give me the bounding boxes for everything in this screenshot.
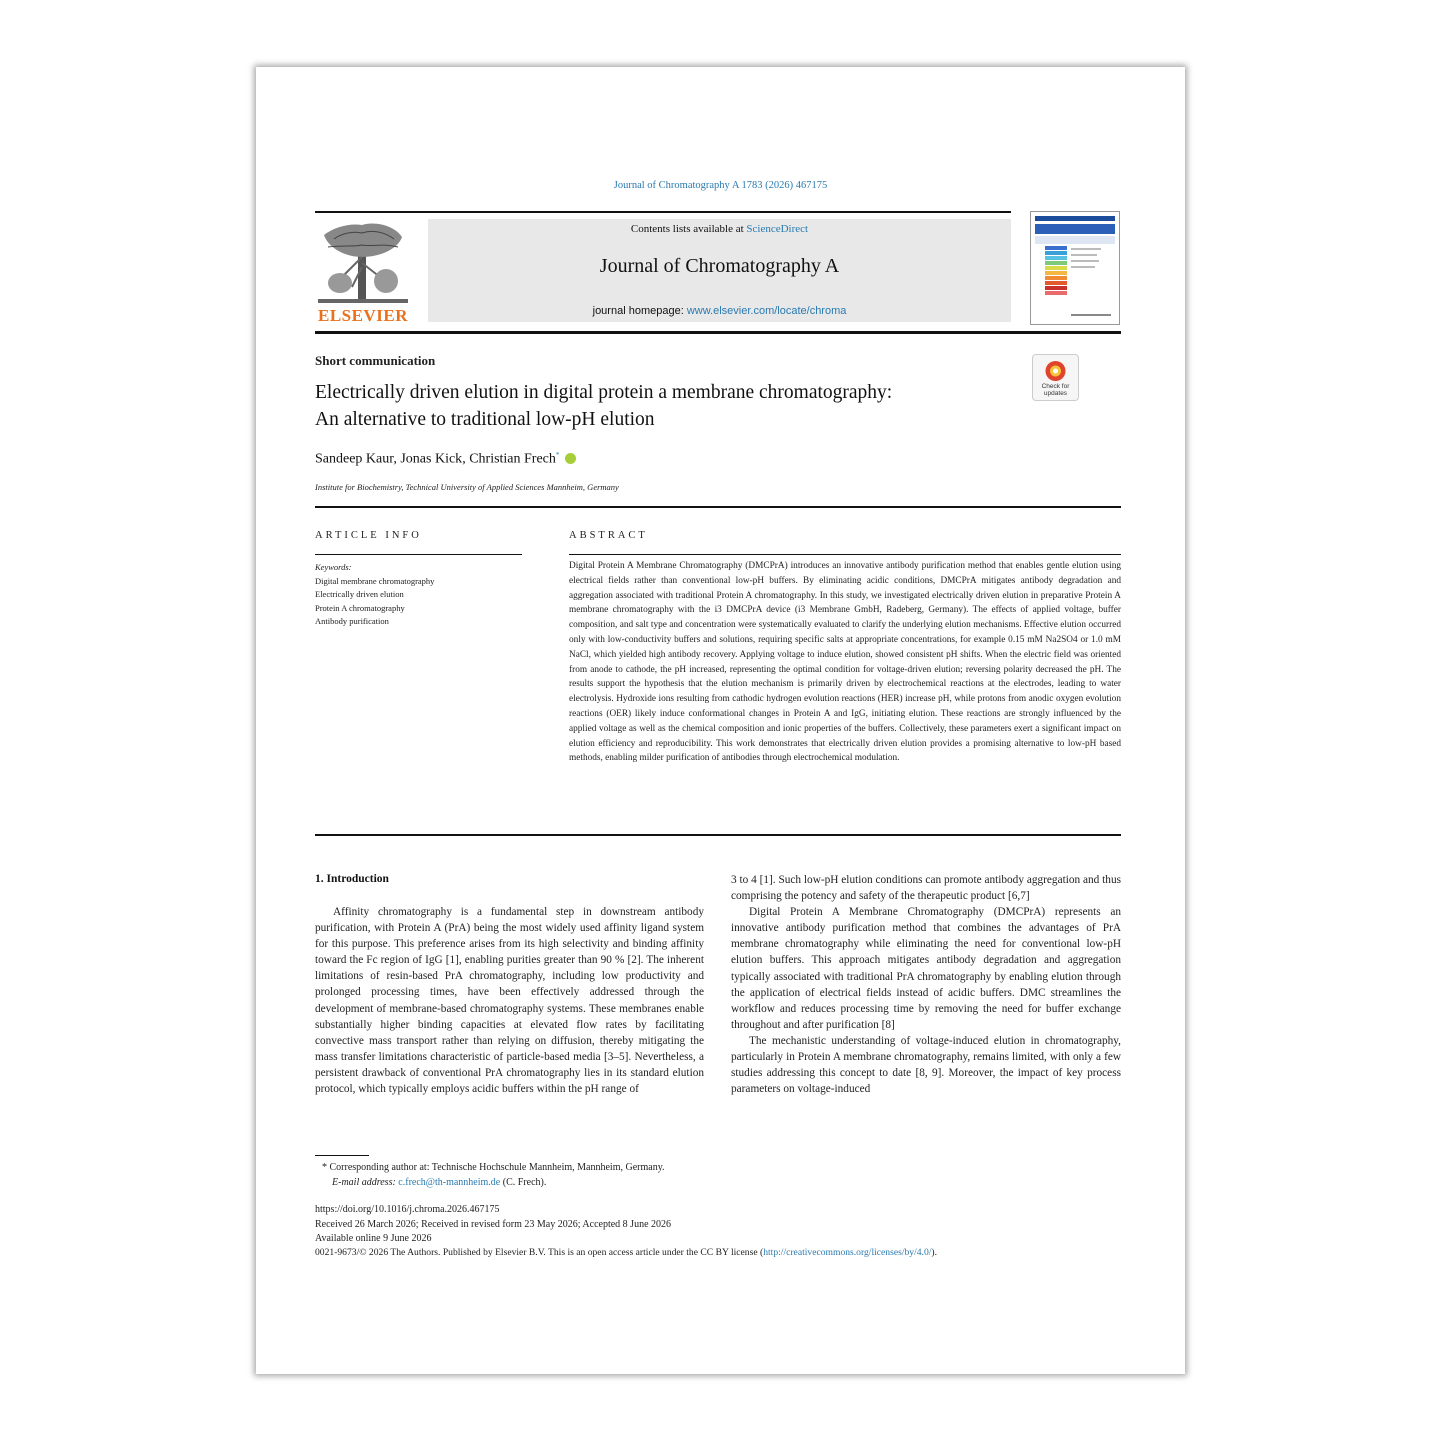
keywords-label: Keywords: (315, 562, 352, 572)
paragraph: Affinity chromatography is a fundamental step in downstream antibody purification, with Protein A (PrA) being the most widely used affinity ligand system for this purpose. This preference arises from its high selectivity and binding affinity toward the Fc region of IgG [1], enabling purities greater than 90 % [2]. The inherent limitations of resin-based PrA chromatography, including low productivity and prolonged processing times, have been effectively addressed through the development of membrane-based chromatography systems. These membranes enable substantially higher binding capacities at elevated flow rates by facilitating convective mass transport rather than relying on diffusion, thereby mitigating the mass transfer limitations characteristic of particle-based media [3–5]. Nevertheless, a persistent drawback of conventional PrA chromatography lies in its standard elution protocol, which typically employs acidic buffers within the pH range of (315, 906, 704, 1096)
paragraph: Digital Protein A Membrane Chromatography (DMCPrA) represents an innovative antibody purification method that combines the advantages of PrA membrane chromatography while eliminating the need for conventional low-pH elution buffers. This approach mitigates antibody degradation and aggregation typically associated with traditional PrA chromatography by enabling elution through the application of electrical fields instead of acidic buffers. DMC streamlines the workflow and reduces processing time by removing the need for buffer exchange throughout and after purification [8] (731, 906, 1121, 1031)
journal-cover-thumbnail[interactable] (1030, 211, 1120, 325)
homepage-line (428, 305, 1011, 317)
license-prefix: 0021-9673/© 2026 The Authors. Published by Elsevier B.V. This is an open access article under the CC BY license ( (315, 1247, 764, 1258)
footnote-rule (315, 1155, 369, 1156)
license-link[interactable]: http://creativecommons.org/licenses/by/4.0/ (763, 1247, 932, 1258)
author-list: Sandeep Kaur, Jonas Kick, Christian Frech* (315, 451, 576, 468)
doi-link[interactable]: https://doi.org/10.1016/j.chroma.2026.467175 (315, 1204, 500, 1215)
email-label: E-mail address: (332, 1177, 399, 1188)
body-column-left (315, 904, 704, 1097)
article-info-rule (315, 554, 522, 555)
article-info-heading: ARTICLE INFO (315, 530, 422, 541)
header-top-rule (315, 211, 1011, 213)
article-type: Short communication (315, 353, 436, 368)
paragraph: 3 to 4 [1]. Such low-pH elution conditions can promote antibody aggregation and thus comprising the potency and safety of the therapeutic product [6,7] (731, 874, 1121, 903)
contents-prefix: Contents lists available at (630, 223, 747, 235)
author-name[interactable]: Sandeep Kaur (315, 451, 394, 467)
journal-citation[interactable]: Journal of Chromatography A 1783 (2026) 467175 (613, 180, 828, 191)
email-suffix: (C. Frech). (500, 1177, 547, 1188)
homepage-prefix: journal homepage: (592, 305, 687, 317)
article-title (315, 379, 1035, 433)
check-updates-label: Check for updates (1041, 383, 1070, 397)
received-dates: Received 26 March 2026; Received in revised form 23 May 2026; Accepted 8 June 2026 (315, 1219, 672, 1230)
article-page (256, 67, 1185, 1374)
keyword-item: Electrically driven elution (315, 589, 404, 599)
footnote-email (332, 1176, 1112, 1190)
abstract-heading: ABSTRACT (569, 530, 648, 541)
affiliation: Institute for Biochemistry, Technical University of Applied Sciences Mannheim, Germany (315, 482, 619, 492)
footnote-corresponding (322, 1161, 1112, 1175)
orcid-icon[interactable] (565, 453, 576, 464)
corresponding-author-mark[interactable]: * (555, 451, 560, 459)
abstract-text: Digital Protein A Membrane Chromatography (DMCPrA) introduces an innovative antibody purification method that enables gentle elution using electrical fields rather than conventional low-pH buffers. By eliminating acidic conditions, DMCPrA mitigates antibody degradation and aggregation associated with traditional Protein A chromatography. In this study, we investigated electrically driven elution in preparative Protein A membrane chromatography with the i3 DMCPrA device (i3 Membrane GmbH, Radeberg, Germany). The effects of applied voltage, buffer composition, and salt type and concentration were systematically evaluated to clarify the underlying elution mechanisms. Effective elution occurred only with low-conductivity buffers and solutions, requiring specific salts at appropriate concentrations, for example 0.15 mM Na2SO4 or 1.0 mM NaCl, which yielded high antibody recovery. Applying voltage to induce elution, showed consistent pH shifts. When the electric field was oriented from anode to cathode, the pH increased, representing the optimal condition for voltage-driven elution; reversing polarity decreased the pH. The results support the hypothesis that the elution mechanism is primarily driven by electrochemical reactions at the electrodes, leading to water electrolysis. Hydroxide ions resulting from cathodic hydrogen evolution reactions (HER) increase pH, while protons from anodic oxygen evolution reactions (OER) likely induce conformational changes in Protein A and IgG, initiating elution. These reactions are strongly influenced by the applied voltage as well as the chemical composition and ionic properties of the buffers. Collectively, these parameters exert a significant impact on elution efficiency and reproducibility. This work demonstrates that electrically driven elution provides a promising alternative to low-pH based methods, enabling milder purification of antibodies through electrochemical modulation. (569, 561, 1121, 764)
license-line (315, 1246, 1135, 1260)
homepage-link[interactable]: www.elsevier.com/locate/chroma (686, 305, 847, 317)
title-line-1: Electrically driven elution in digital protein a membrane chromatography: (315, 382, 893, 403)
keyword-item: Antibody purification (315, 616, 389, 626)
available-online: Available online 9 June 2026 (315, 1233, 432, 1244)
body-column-right (731, 872, 1121, 1097)
keyword-item: Digital membrane chromatography (315, 575, 435, 586)
contents-line (428, 223, 1011, 235)
author-name[interactable]: Jonas Kick (400, 451, 463, 467)
info-top-rule (315, 506, 1121, 508)
author-name[interactable]: Christian Frech (469, 451, 556, 467)
journal-banner (428, 219, 1011, 322)
sciencedirect-link[interactable]: ScienceDirect (746, 223, 809, 235)
keywords-block (315, 561, 434, 629)
section-heading-introduction: 1. Introduction (315, 873, 389, 885)
elsevier-wordmark: ELSEVIER (318, 306, 408, 325)
title-line-2: An alternative to traditional low-pH elution (315, 409, 655, 430)
corresponding-address: Corresponding author at: Technische Hochschule Mannheim, Mannheim, Germany. (329, 1162, 665, 1173)
keyword-item: Protein A chromatography (315, 602, 405, 613)
journal-title: Journal of Chromatography A (599, 255, 840, 277)
header-bottom-rule (315, 331, 1121, 334)
footnote-mark: * (322, 1162, 327, 1173)
abstract-bottom-rule (315, 834, 1121, 836)
email-link[interactable]: c.frech@th-mannheim.de (398, 1177, 501, 1188)
paragraph: The mechanistic understanding of voltage-induced elution in chromatography, particularly in Protein A membrane chromatography, remains limited, with only a few studies addressing this concept to date [8, 9]. Moreover, the impact of key process parameters on voltage-induced (731, 1034, 1121, 1096)
license-suffix: ). (931, 1247, 937, 1258)
check-for-updates-badge[interactable] (1032, 354, 1079, 401)
abstract-rule (569, 554, 1121, 555)
